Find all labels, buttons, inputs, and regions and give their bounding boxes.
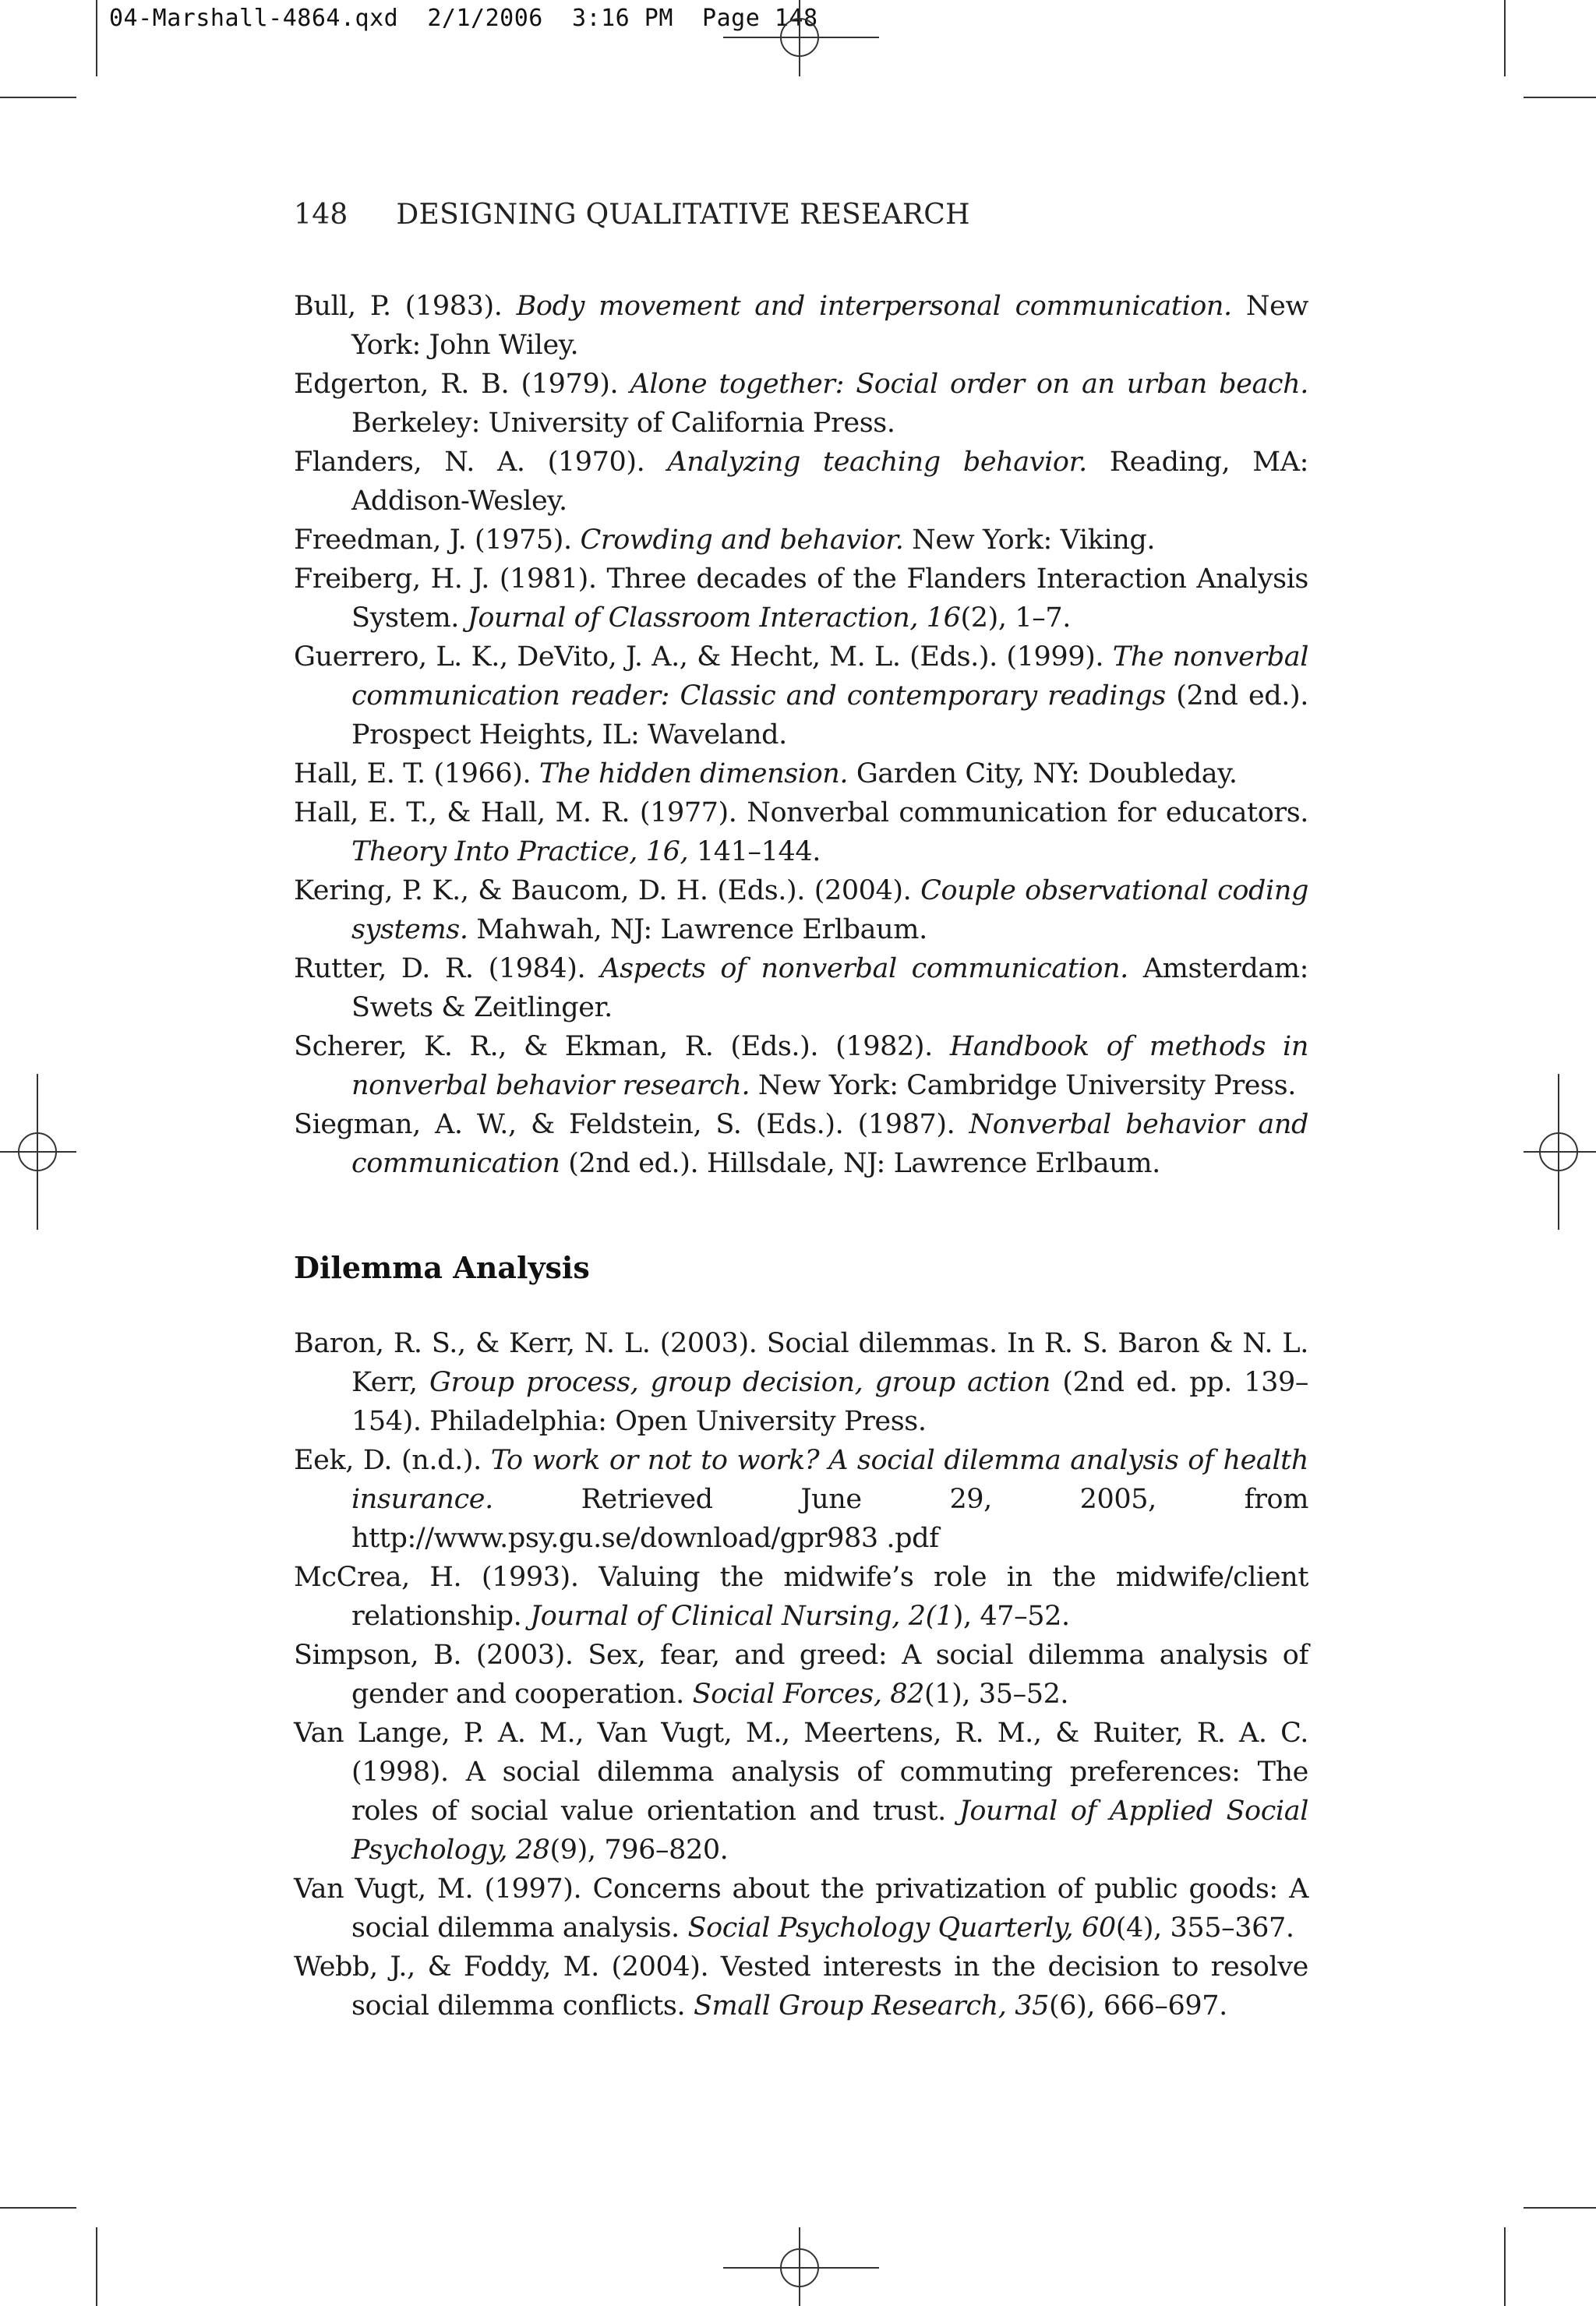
reference-entry xyxy=(294,1714,1308,1870)
reference-text: New York: Cambridge University Press. xyxy=(750,1070,1296,1101)
reference-text: New York: Viking. xyxy=(903,524,1156,556)
reference-italic-title: Theory Into Practice, 16, xyxy=(351,836,689,867)
reference-italic-title: Body movement and interpersonal communication. xyxy=(516,291,1232,322)
registration-mark-bottom xyxy=(723,2227,879,2306)
reference-italic-title: Social Forces, 82 xyxy=(692,1679,925,1710)
reference-text: Baron, R. S., & Kerr, N. L. (2003). Social dilemmas. In R. S. Baron & N. L. Kerr, xyxy=(294,1328,1308,1398)
reference-entry xyxy=(294,1948,1308,2025)
reference-text: (2), 1–7. xyxy=(960,602,1071,634)
running-head xyxy=(294,199,970,231)
reference-entry xyxy=(294,1027,1308,1105)
reference-entry xyxy=(294,1636,1308,1714)
reference-entry xyxy=(294,521,1308,560)
reference-text: (2nd ed. pp. 139–154). Philadelphia: Open University Press. xyxy=(351,1367,1308,1437)
reference-italic-title: Journal of Applied Social Psychology, 28 xyxy=(351,1796,1308,1866)
reference-text: Flanders, N. A. (1970). xyxy=(294,447,668,478)
reference-italic-title: Group process, group decision, group action xyxy=(429,1367,1051,1398)
reference-text: Van Vugt, M. (1997). Concerns about the privatization of public goods: A social dilemma analysis. xyxy=(294,1873,1308,1944)
reference-list-top xyxy=(294,287,1308,1183)
reference-italic-title: Small Group Research, 35 xyxy=(693,1990,1049,2022)
reference-text: Amsterdam: Swets & Zeitlinger. xyxy=(351,953,1308,1023)
reference-entry xyxy=(294,1441,1308,1558)
running-head-title: DESIGNING QUALITATIVE RESEARCH xyxy=(396,199,970,231)
registration-mark-left xyxy=(0,1074,76,1230)
reference-entry xyxy=(294,560,1308,637)
reference-entry xyxy=(294,1105,1308,1183)
reference-text: (2nd ed.). Hillsdale, NJ: Lawrence Erlbaum. xyxy=(560,1148,1160,1179)
reference-italic-title: Handbook of methods in nonverbal behavior research. xyxy=(351,1031,1308,1101)
reference-list-dilemma-analysis xyxy=(294,1324,1308,2025)
reference-italic-title: Social Psychology Quarterly, 60 xyxy=(687,1912,1116,1944)
reference-text: Freedman, J. (1975). xyxy=(294,524,581,556)
reference-italic-title: The hidden dimension. xyxy=(538,758,849,789)
reference-text: Guerrero, L. K., DeVito, J. A., & Hecht, M. L. (Eds.). (1999). xyxy=(294,641,1113,673)
reference-text: Webb, J., & Foddy, M. (2004). Vested interests in the decision to resolve social dilemma conflicts. xyxy=(294,1951,1308,2022)
reference-entry xyxy=(294,754,1308,793)
reference-text: Garden City, NY: Doubleday. xyxy=(848,758,1238,789)
reference-text: Reading, MA: Addison-Wesley. xyxy=(351,447,1308,517)
section-heading: Dilemma Analysis xyxy=(294,1250,590,1285)
reference-entry xyxy=(294,1324,1308,1441)
reference-entry xyxy=(294,287,1308,365)
reference-entry xyxy=(294,365,1308,443)
page-number: 148 xyxy=(294,199,348,231)
reference-italic-title: Aspects of nonverbal communication. xyxy=(600,953,1128,984)
reference-text: (6), 666–697. xyxy=(1049,1990,1227,2022)
reference-italic-title: Crowding and behavior. xyxy=(580,524,904,556)
reference-entry xyxy=(294,1870,1308,1948)
reference-text: 141–144. xyxy=(688,836,821,867)
reference-entry xyxy=(294,443,1308,521)
reference-text: Bull, P. (1983). xyxy=(294,291,517,322)
reference-text: Hall, E. T., & Hall, M. R. (1977). Nonverbal communication for educators. xyxy=(294,797,1308,828)
registration-mark-right xyxy=(1524,1074,1596,1230)
reference-text: Van Lange, P. A. M., Van Vugt, M., Meertens, R. M., & Ruiter, R. A. C. (1998). A social dilemma analysis of commuting preferences: The roles of social value orientation and trust. xyxy=(294,1718,1308,1827)
reference-italic-title: Nonverbal behavior and communication xyxy=(351,1109,1308,1179)
reference-text: (4), 355–367. xyxy=(1115,1912,1294,1944)
reference-entry xyxy=(294,637,1308,754)
reference-text: Retrieved June 29, 2005, from http://www.psy.gu.se/download/gpr983 .pdf xyxy=(351,1484,1308,1554)
reference-italic-title: Analyzing teaching behavior. xyxy=(667,447,1087,478)
reference-entry xyxy=(294,871,1308,949)
reference-text: (2nd ed.). Prospect Heights, IL: Waveland. xyxy=(351,680,1308,750)
reference-entry xyxy=(294,949,1308,1027)
reference-italic-title: The nonverbal communication reader: Classic and contemporary readings xyxy=(351,641,1308,712)
reference-text: Rutter, D. R. (1984). xyxy=(294,953,601,984)
reference-text: Kering, P. K., & Baucom, D. H. (Eds.). (2004). xyxy=(294,875,921,906)
registration-mark-top xyxy=(723,0,879,76)
reference-text: Siegman, A. W., & Feldstein, S. (Eds.). (1987). xyxy=(294,1109,969,1140)
reference-entry xyxy=(294,1558,1308,1636)
reference-text: New York: John Wiley. xyxy=(351,291,1308,361)
reference-text: Edgerton, R. B. (1979). xyxy=(294,369,630,400)
reference-text: Mahwah, NJ: Lawrence Erlbaum. xyxy=(468,914,927,945)
reference-text: Berkeley: University of California Press. xyxy=(351,408,895,439)
reference-italic-title: To work or not to work? A social dilemma analysis of health insurance. xyxy=(351,1445,1308,1515)
print-slug: 04-Marshall-4864.qxd 2/1/2006 3:16 PM Page 148 xyxy=(109,5,818,32)
reference-text: Scherer, K. R., & Ekman, R. (Eds.). (1982). xyxy=(294,1031,950,1062)
reference-text: Simpson, B. (2003). Sex, fear, and greed: A social dilemma analysis of gender and cooperation. xyxy=(294,1640,1308,1710)
reference-entry xyxy=(294,793,1308,871)
reference-text: ), 47–52. xyxy=(952,1601,1070,1632)
reference-italic-title: Journal of Classroom Interaction, 16 xyxy=(467,602,961,634)
reference-text: (9), 796–820. xyxy=(549,1835,729,1866)
reference-text: Eek, D. (n.d.). xyxy=(294,1445,491,1476)
reference-italic-title: Couple observational coding systems. xyxy=(351,875,1308,945)
reference-text: McCrea, H. (1993). Valuing the midwife’s role in the midwife/client relationship. xyxy=(294,1562,1308,1632)
reference-text: Freiberg, H. J. (1981). Three decades of the Flanders Interaction Analysis System. xyxy=(294,563,1308,634)
reference-text: Hall, E. T. (1966). xyxy=(294,758,539,789)
reference-text: (1), 35–52. xyxy=(924,1679,1069,1710)
reference-italic-title: Alone together: Social order on an urban beach. xyxy=(630,369,1308,400)
reference-italic-title: Journal of Clinical Nursing, 2(1 xyxy=(530,1601,953,1632)
